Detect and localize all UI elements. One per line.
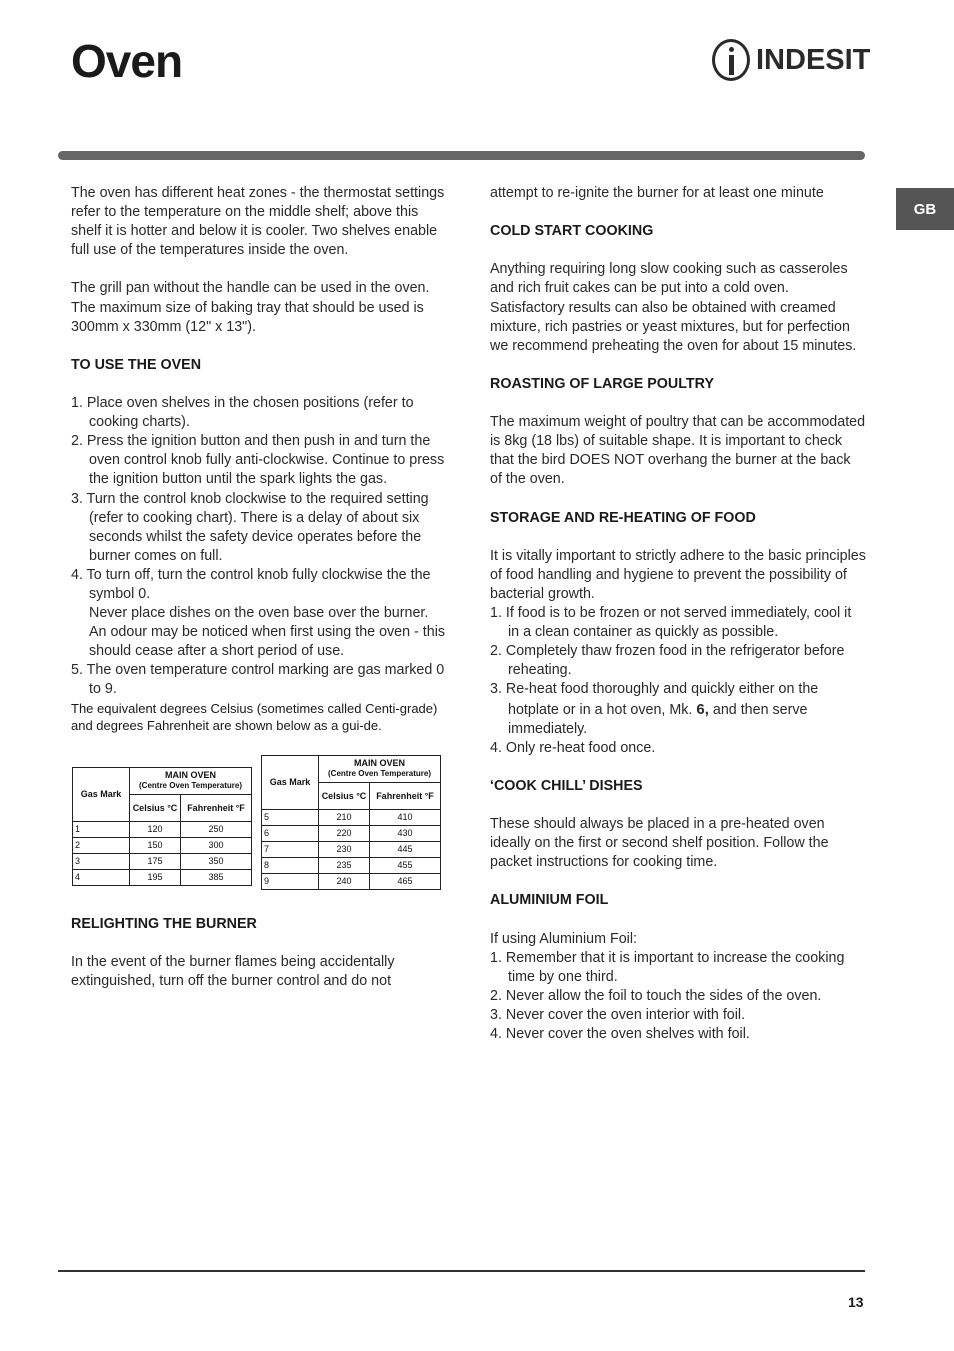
- right-column: [490, 184, 866, 1044]
- main-oven-header: MAIN OVEN (Centre Oven Temperature): [319, 755, 441, 782]
- step-item: [71, 566, 447, 661]
- left-column: [71, 184, 447, 991]
- step-item: 2. Press the ignition button and then push in and turn the oven control knob fully anti-clockwise. Continue to press the ignition button until the spark lights the gas.: [71, 433, 445, 488]
- gas-mark-header: Gas Mark: [73, 767, 130, 821]
- brand-logo: [712, 38, 871, 82]
- list-item: 3. Never cover the oven interior with foil.: [490, 1007, 746, 1024]
- list-item: 2. Completely thaw frozen food in the refrigerator before reheating.: [490, 643, 845, 679]
- list-item: 2. Never allow the foil to touch the sides of the oven.: [490, 987, 822, 1004]
- step-item: 3. Turn the control knob clockwise to the required setting (refer to cooking chart). There is a delay of about six seconds whilst the safety device operates before the burner comes on full.: [71, 490, 429, 564]
- table-row: 2 150 300: [73, 837, 252, 853]
- page-number: 13: [848, 1294, 864, 1310]
- use-oven-heading: TO USE THE OVEN: [71, 356, 202, 373]
- relighting-paragraph: In the event of the burner flames being accidentally extinguished, turn off the burner control and do not: [71, 953, 395, 989]
- gas-mark-header: Gas Mark: [262, 755, 319, 809]
- cold-start-paragraph: Anything requiring long slow cooking such as casseroles and rich fruit cakes can be put into a cold oven. Satisfactory results can also be obtained with creamed mixture, rich pastries or yeast mixtures, but for perfection we recommend preheating the oven for about 15 minutes.: [490, 261, 857, 354]
- main-oven-header: MAIN OVEN (Centre Oven Temperature): [130, 767, 252, 794]
- table-row: 9 240 465: [262, 873, 441, 889]
- step-item: 1. Place oven shelves in the chosen positions (refer to cooking charts).: [71, 395, 414, 431]
- use-oven-steps: [71, 394, 447, 700]
- step-item: 5. The oven temperature control marking are gas marked 0 to 9.: [71, 662, 445, 698]
- brand-mark-icon: [712, 39, 750, 81]
- list-item: 1. Remember that it is important to increase the cooking time by one third.: [490, 949, 845, 985]
- equivalent-note: The equivalent degrees Celsius (sometimes called Centi-grade) and degrees Fahrenheit are shown below as a gui-de.: [71, 700, 438, 734]
- list-item: 1. If food is to be frozen or not served immediately, cool it in a clean container as quickly as possible.: [490, 605, 852, 641]
- cold-start-heading: COLD START COOKING: [490, 223, 654, 240]
- language-tab: GB: [896, 188, 954, 230]
- step-4-text: 4. To turn off, turn the control knob fully clockwise the the symbol 0.: [71, 566, 431, 602]
- poultry-paragraph: The maximum weight of poultry that can be accommodated is 8kg (18 lbs) of suitable shape. It is important to check that the bird DOES NOT overhang the burner at the back of the oven.: [490, 414, 866, 488]
- storage-paragraph: It is vitally important to strictly adhere to the basic principles of food handling and hygiene to prevent the possibility of bacterial growth.: [490, 547, 866, 602]
- step-4-odour-note: An odour may be noticed when first using the oven - this should cease after a short period of use.: [89, 624, 446, 660]
- table-row: 6 220 430: [262, 825, 441, 841]
- cook-chill-paragraph: These should always be placed in a pre-heated oven ideally on the first or second shelf position. Follow the packet instructions for cooking time.: [490, 816, 829, 871]
- table-row: 4 195 385: [73, 869, 252, 885]
- celsius-header: Celsius °C: [130, 794, 181, 821]
- gas-mark-value: 6,: [696, 700, 709, 718]
- table-row: 3 175 350: [73, 853, 252, 869]
- header-divider: [58, 151, 865, 160]
- grill-pan-paragraph: The grill pan without the handle can be used in the oven. The maximum size of baking tray that should be used is 300mm x 330mm (12" x 13").: [71, 280, 430, 335]
- relighting-heading: RELIGHTING THE BURNER: [71, 915, 257, 932]
- brand-name: INDESIT: [756, 43, 871, 76]
- storage-heading: STORAGE AND RE-HEATING OF FOOD: [490, 509, 756, 526]
- footer-divider: [58, 1270, 865, 1272]
- storage-list: [490, 604, 866, 758]
- gas-mark-table-1: [72, 767, 252, 886]
- foil-heading: ALUMINIUM FOIL: [490, 892, 609, 909]
- table-row: 8 235 455: [262, 857, 441, 873]
- gas-mark-table-2: [261, 755, 441, 890]
- page-title: Oven: [71, 35, 183, 87]
- list-item: 4. Never cover the oven shelves with foil.: [490, 1026, 750, 1043]
- list-item: 3. Re-heat food thoroughly and quickly either on the hotplate or in a hot oven, Mk. 6, and then serve immediately.: [490, 681, 819, 737]
- cook-chill-heading: ‘COOK CHILL’ DISHES: [490, 777, 643, 794]
- list-item: 4. Only re-heat food once.: [490, 739, 656, 756]
- fahrenheit-header: Fahrenheit °F: [370, 782, 441, 809]
- step-4-warning: Never place dishes on the oven base over the burner.: [89, 605, 429, 622]
- foil-list: [490, 949, 866, 1044]
- celsius-header: Celsius °C: [319, 782, 370, 809]
- fahrenheit-header: Fahrenheit °F: [181, 794, 252, 821]
- poultry-heading: ROASTING OF LARGE POULTRY: [490, 375, 714, 392]
- table-row: 5 210 410: [262, 809, 441, 825]
- relighting-continued: attempt to re-ignite the burner for at least one minute: [490, 185, 824, 201]
- table-row: 1 120 250: [73, 821, 252, 837]
- gas-mark-tables: [71, 755, 447, 895]
- foil-intro: If using Aluminium Foil:: [490, 930, 637, 947]
- table-row: 7 230 445: [262, 841, 441, 857]
- intro-paragraph: The oven has different heat zones - the thermostat settings refer to the temperature on the middle shelf; above this shelf it is hotter and below it is cooler. Two shelves enable full use of the temperatures inside the oven.: [71, 185, 445, 259]
